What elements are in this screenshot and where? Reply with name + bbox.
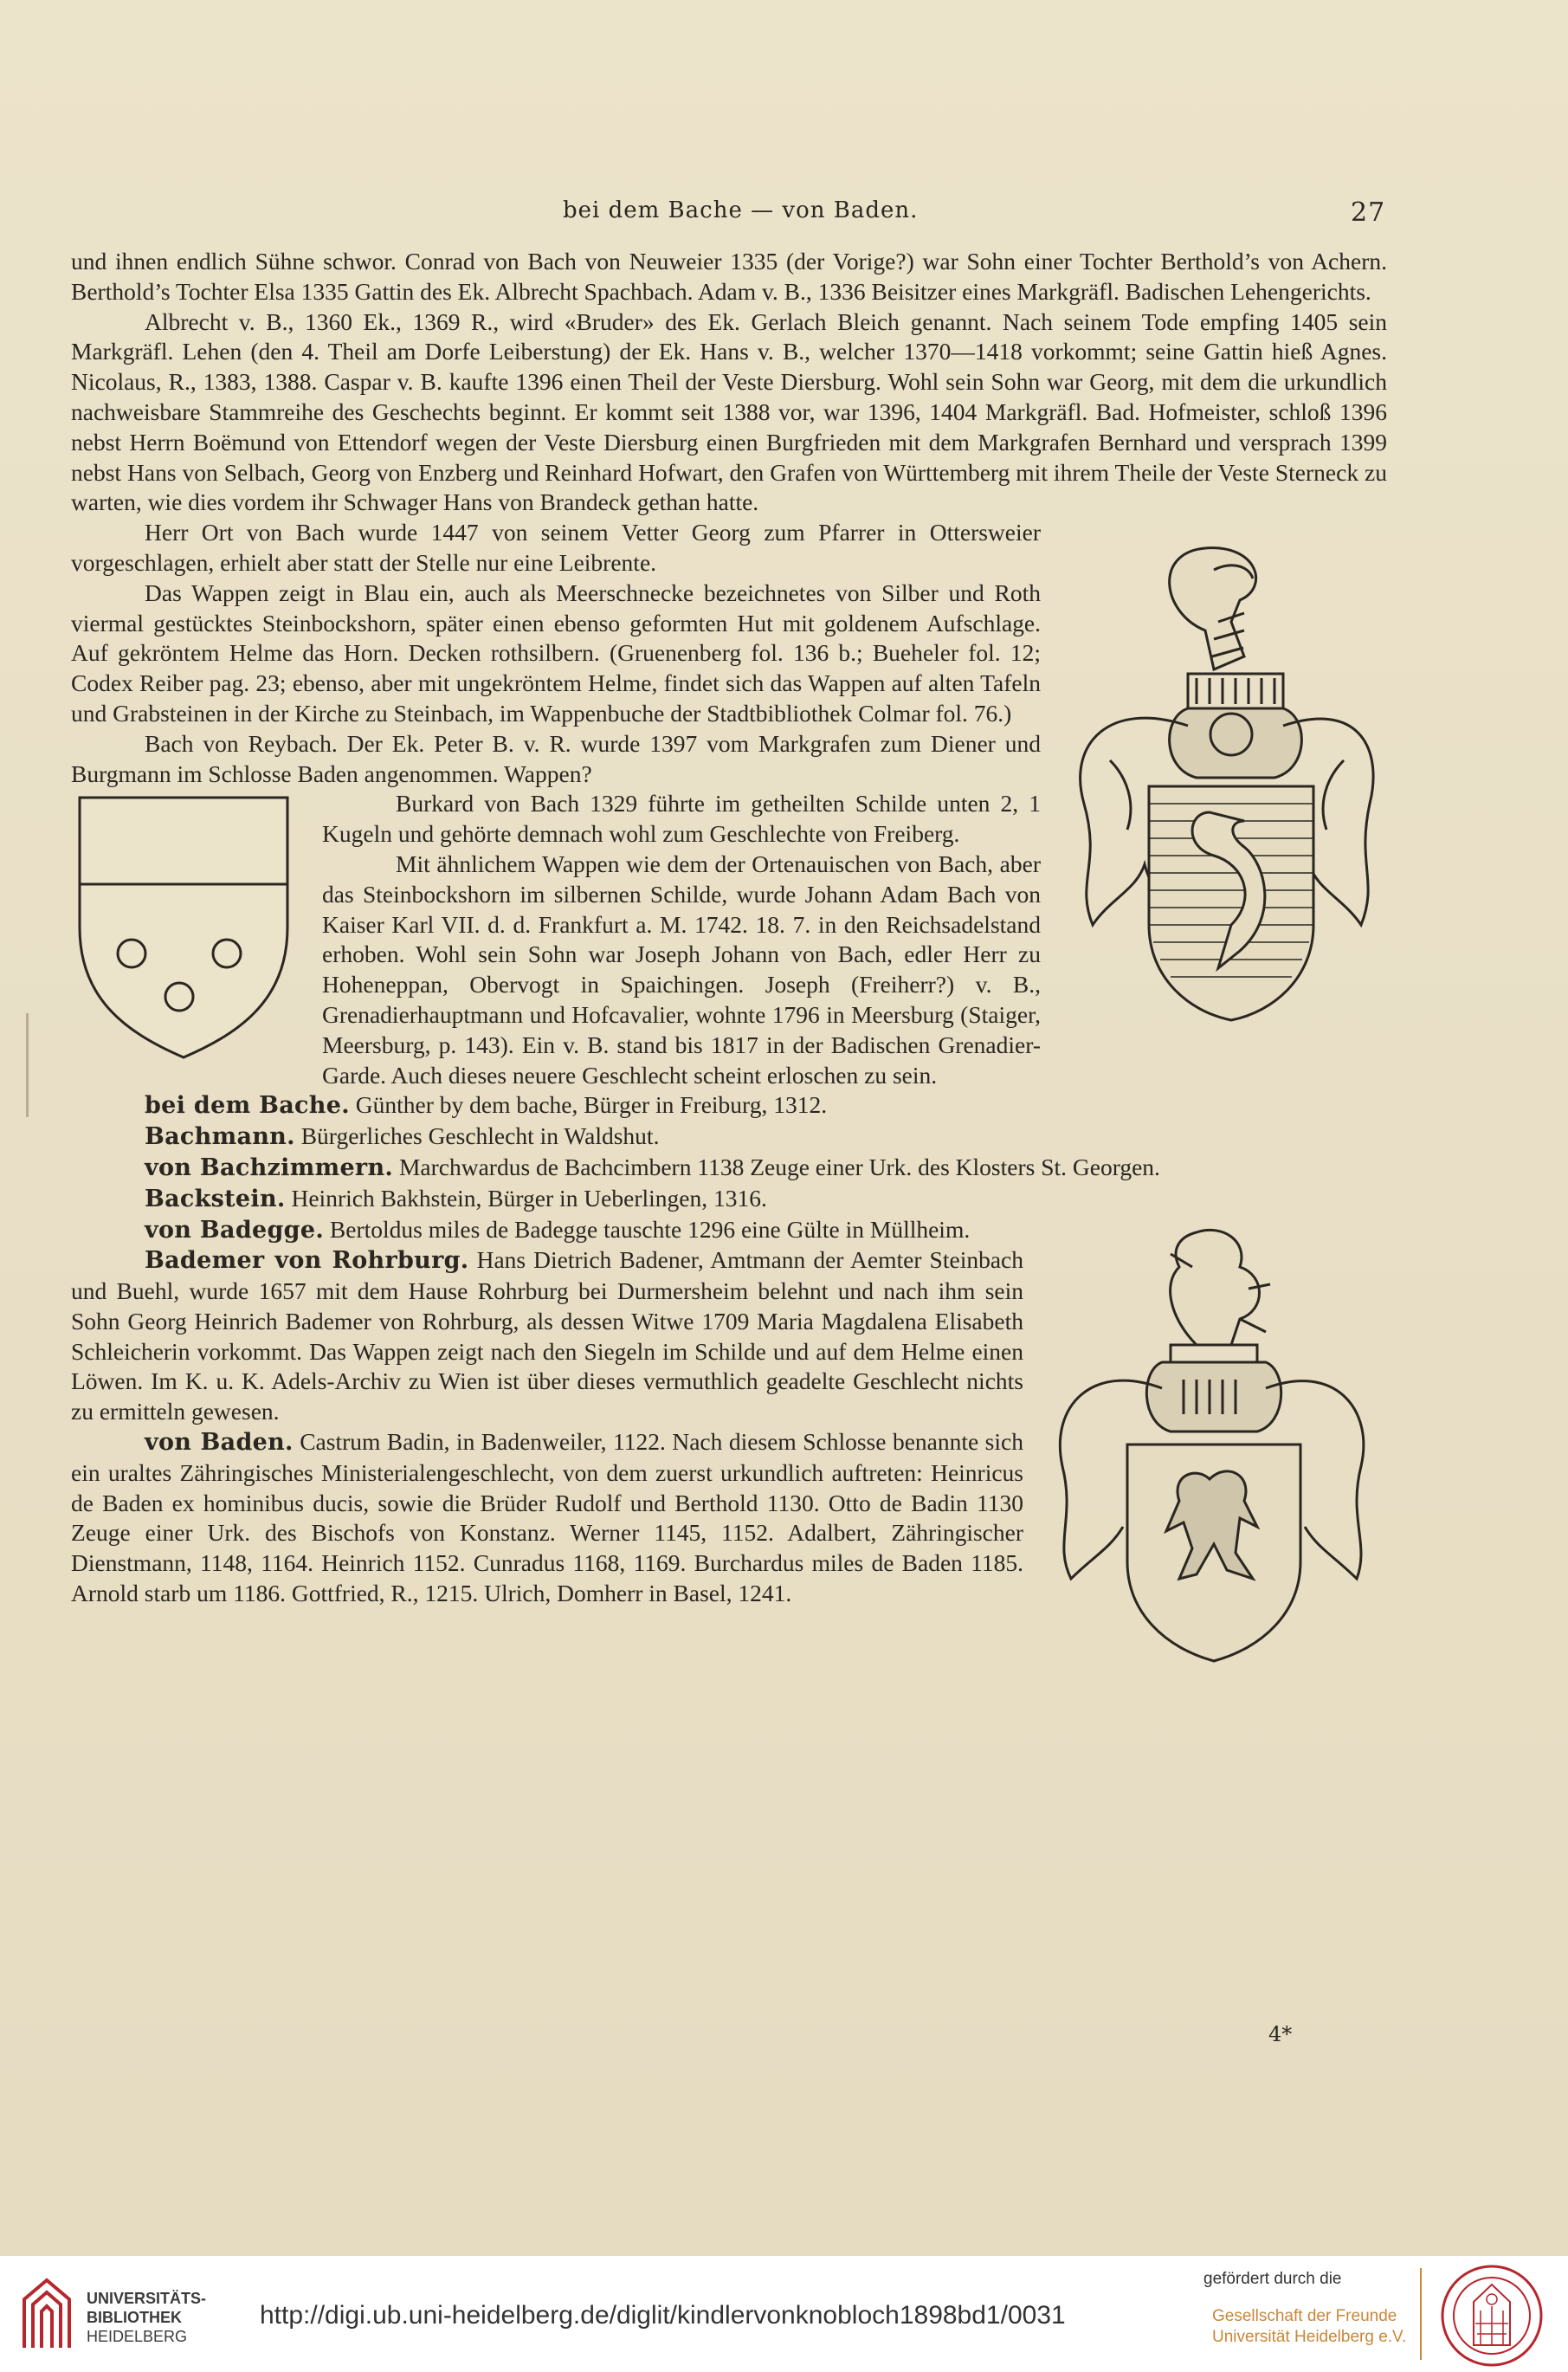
library-name: UNIVERSITÄTS- BIBLIOTHEK HEIDELBERG bbox=[87, 2290, 207, 2345]
entry-backstein: Backstein. Heinrich Bakhstein, Bürger in Ueberlingen, 1316. bbox=[145, 1184, 767, 1212]
entry-bachmann: Bachmann. Bürgerliches Geschlecht in Waldshut. bbox=[145, 1122, 660, 1151]
signature-mark: 4* bbox=[1268, 2022, 1293, 2046]
university-seal-icon bbox=[1439, 2263, 1545, 2369]
footer-bar bbox=[0, 2256, 1568, 2372]
coat-of-arms-horn-icon bbox=[1058, 518, 1387, 1037]
coat-of-arms-bach bbox=[1058, 518, 1387, 1037]
coat-of-arms-burkard bbox=[71, 789, 305, 1083]
paragraph: Albrecht v. B., 1360 Ek., 1369 R., wird «Bruder» des Ek. Gerlach Bleich genannt. Nach seinem Tode empfing 1405 sein Markgräfl. Lehen (den 4. Theil am Dorfe Leiberstung) der Ek. Hans v. B., welcher 1370—1418 vorkommt; seine Gattin hieß Agnes. Nicolaus, R., 1383, 1388. Caspar v. B. kaufte 1396 einen Theil der Veste Diersburg. Wohl sein Sohn war Georg, mit dem die urkundlich nachweisbare Stammreihe des Geschechts beginnt. Er kommt seit 1388 vor, war 1396, 1404 Markgräfl. Bad. Hofmeister, schloß 1396 nebst Herrn Boëmund von Ettendorf wegen der Veste Diersburg einen Burgfrieden mit dem Markgrafen Bernhard und versprach 1399 nebst Hans von Selbach, Georg von Enzberg und Reinhard Hofwart, den Grafen von Württemberg mit ihrem Theile der Veste Sterneck zu warten, wie dies vordem ihr Schwager Hans von Brandeck gethan hatte. bbox=[71, 307, 1387, 516]
paragraph: Bach von Reybach. Der Ek. Peter B. v. R. wurde 1397 vom Markgrafen zum Diener und Burgmann im Schlosse Baden angenommen. Wappen? bbox=[71, 729, 1041, 787]
entry-von-baden: von Baden. Castrum Badin, in Badenweiler, 1122. Nach diesem Schlosse benannte sich ein uraltes Zähringisches Ministerialengeschlecht, von dem zuerst urkundlich auftreten: Heinricus de Baden ex hominibus ducis, sowie die Brüder Rudolf und Berthold 1130. Otto de Badin 1130 Zeuge einer Urk. des Bischofs von Konstanz. Werner 1145, 1152. Adalbert, Zähringischer Dienstmann, 1148, 1164. Heinrich 1152. Cunradus 1168, 1169. Burchardus miles de Baden 1185. Arnold starb um 1186. Gottfried, R., 1215. Ulrich, Domherr in Basel, 1241. bbox=[71, 1428, 1023, 1607]
running-header bbox=[0, 197, 1568, 232]
permalink-url[interactable]: http://digi.ub.uni-heidelberg.de/diglit/kindlervonknobloch1898bd1/0031 bbox=[260, 2301, 1066, 2330]
scan-mark bbox=[26, 1013, 29, 1117]
university-library-logo-icon bbox=[17, 2273, 76, 2353]
paragraph: Burkard von Bach 1329 führte im getheilten Schilde unten 2, 1 Kugeln und gehörte demnach wohl zum Geschlechte von Freiberg. bbox=[322, 790, 1041, 848]
coat-of-arms-bademer bbox=[1041, 1215, 1387, 1683]
entry-bachzimmern: von Bachzimmern. Marchwardus de Bachcimbern 1138 Zeuge einer Urk. des Klosters St. Georgen. bbox=[145, 1153, 1160, 1181]
paragraph: Mit ähnlichem Wappen wie dem der Ortenauischen von Bach, aber das Steinbockshorn im silbernen Schilde, wurde Johann Adam Bach von Kaiser Karl VII. d. d. Frankfurt a. M. 1742. 18. 7. in den Reichsadelstand erhoben. Wohl sein Sohn war Joseph Johann von Bach, edler Herr zu Hoheneppan, Obervogt in Spaichingen. Joseph (Freiherr?) v. B., Grenadierhauptmann und Hofcavalier, wohnte 1796 in Meersburg (Staiger, Meersburg, p. 143). Ein v. B. stand bis 1817 in der Badischen Grenadier-Garde. Auch dieses neuere Geschlecht scheint erloschen zu sein. bbox=[322, 850, 1041, 1089]
paragraph: und ihnen endlich Sühne schwor. Conrad von Bach von Neuweier 1335 (der Vorige?) war Sohn einer Tochter Berthold’s von Achern. Berthold’s Tochter Elsa 1335 Gattin des Ek. Albrecht Spachbach. Adam v. B., 1336 Beisitzer eines Markgräfl. Badischen Lehengerichts. bbox=[71, 248, 1387, 305]
paragraph: Das Wappen zeigt in Blau ein, auch als Meerschnecke bezeichnetes von Silber und Roth viermal gestücktes Steinbockshorn, später einen ebenso geformten Hut mit goldenem Aufschlage. Auf gekröntem Helme das Horn. Decken rothsilbern. (Gruenenberg fol. 136 b.; Bueheler fol. 12; Codex Reiber pag. 23; ebenso, aber mit ungekröntem Helme, findet sich das Wappen auf alten Tafeln und Grabsteinen in der Kirche zu Steinbach, im Wappenbuche der Stadtbibliothek Colmar fol. 76.) bbox=[71, 578, 1041, 727]
footer-divider bbox=[1420, 2268, 1422, 2360]
entry-bei-dem-bache: bei dem Bache. Günther by dem bache, Bürger in Freiburg, 1312. bbox=[145, 1091, 828, 1120]
paragraph: Herr Ort von Bach wurde 1447 von seinem Vetter Georg zum Pfarrer in Ottersweier vorgeschlagen, erhielt aber statt der Stelle nur eine Leibrente. bbox=[71, 519, 1041, 576]
running-title: bei dem Bache — von Baden. bbox=[563, 197, 919, 223]
body-text bbox=[71, 247, 1387, 1683]
entry-bademer-von-rohrburg: Bademer von Rohrburg. Hans Dietrich Badener, Amtmann der Aemter Steinbach und Buehl, wurde 1657 mit dem Hause Rohrburg bei Durmersheim belehnt und nach ihm sein Sohn Georg Heinrich Bademer von Rohrburg, als dessen Witwe 1709 Maria Magdalena Elisabeth Schleicherin vorkommt. Das Wappen zeigt nach den Siegeln im Schilde und auf dem Helme einen Löwen. Im K. u. K. Adels-Archiv zu Wien ist über dieses vermuthlich geadelte Geschlecht nichts zu ermitteln gewesen. bbox=[71, 1246, 1024, 1425]
divided-shield-icon bbox=[71, 789, 305, 1083]
lion-shield-icon bbox=[1041, 1215, 1387, 1683]
page-number: 27 bbox=[1351, 197, 1386, 228]
entry-badegge: von Badegge. Bertoldus miles de Badegge tauschte 1296 eine Gülte in Müllheim. bbox=[145, 1215, 971, 1244]
funded-by-label: gefördert durch die bbox=[1203, 2270, 1342, 2288]
society-name: Gesellschaft der Freunde Universität Heidelberg e.V. bbox=[1212, 2307, 1407, 2346]
